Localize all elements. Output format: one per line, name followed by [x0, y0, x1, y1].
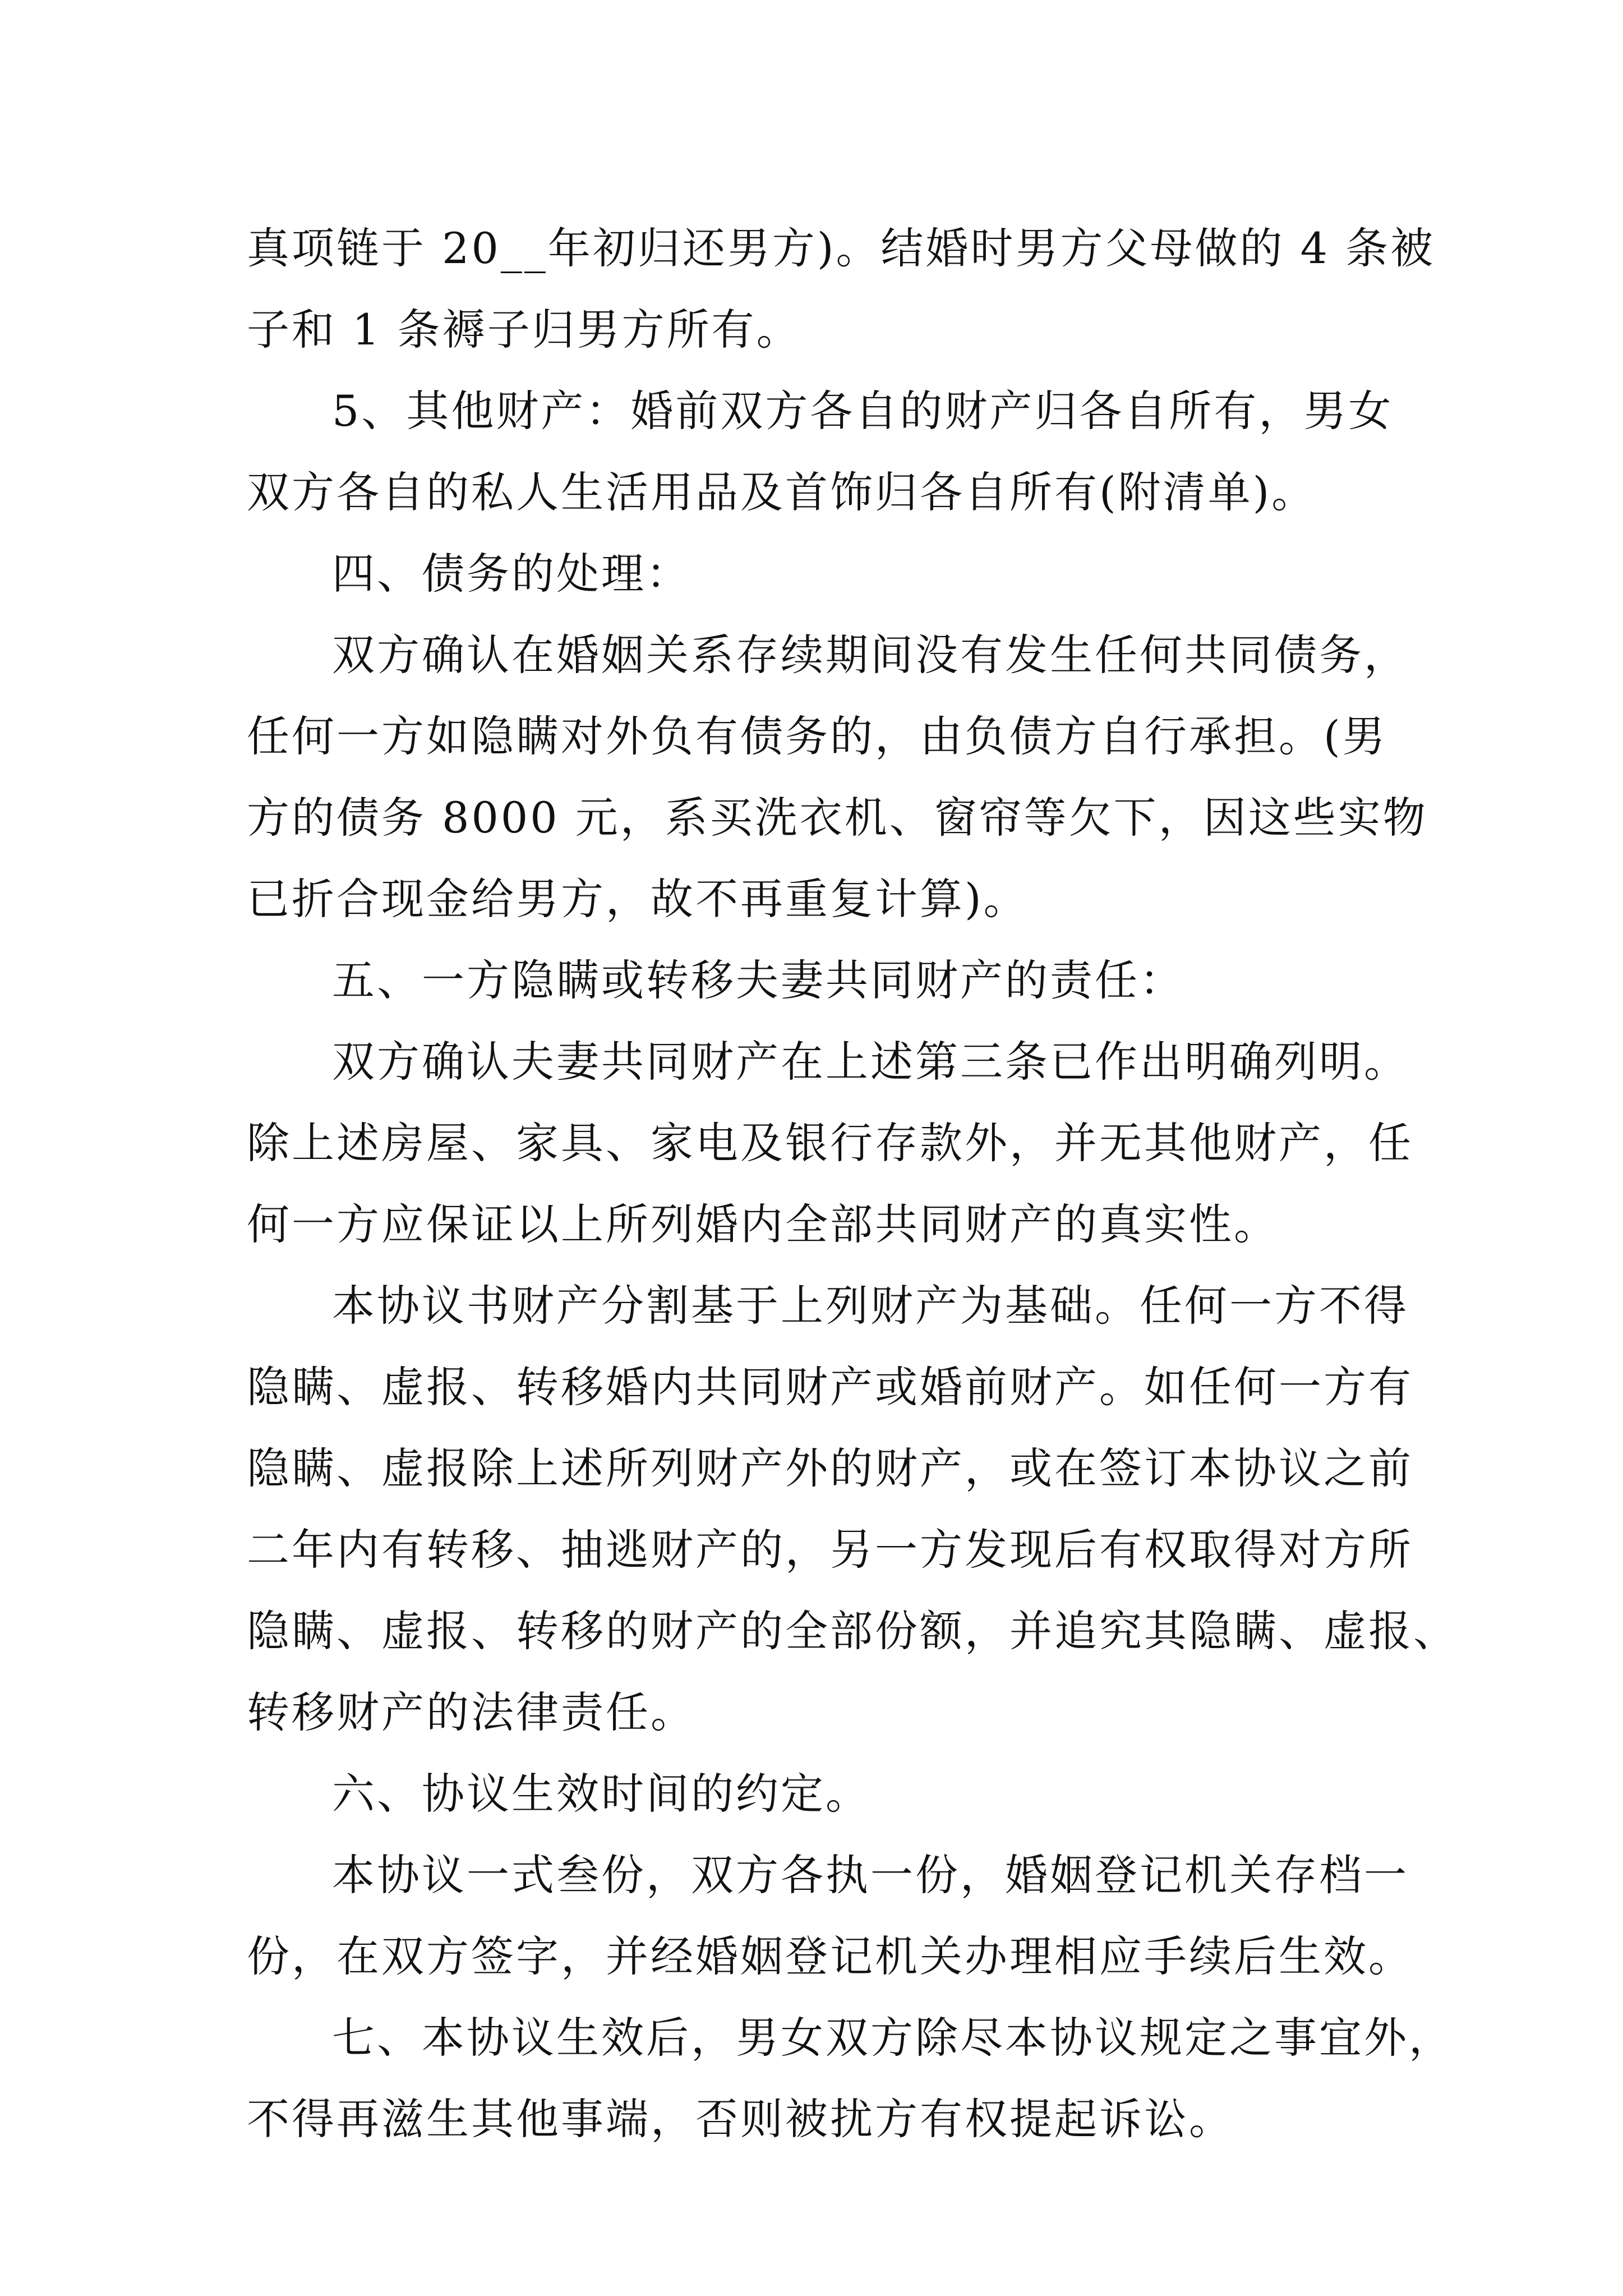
text-line: 七、本协议生效后，男女双方除尽本协议规定之事宜外，	[332, 2013, 1454, 2063]
text-line: 本协议一式叁份，双方各执一份，婚姻登记机关存档一	[332, 1850, 1409, 1900]
text-line: 份，在双方签字，并经婚姻登记机关办理相应手续后生效。	[247, 1931, 1413, 1981]
text-line: 五、一方隐瞒或转移夫妻共同财产的责任：	[332, 955, 1184, 1005]
paragraph-copies	[247, 1834, 1413, 1997]
text-line: 隐瞒、虚报、转移婚内共同财产或婚前财产。如任何一方有	[247, 1362, 1413, 1412]
document-body	[247, 208, 1458, 2160]
text-line: 除上述房屋、家具、家电及银行存款外，并无其他财产，任	[247, 1118, 1413, 1168]
paragraph-division-basis	[247, 1265, 1458, 1753]
text-line: 何一方应保证以上所列婚内全部共同财产的真实性。	[247, 1199, 1279, 1249]
section-heading-seven	[247, 1997, 1454, 2160]
paragraph-debt-confirmation	[247, 614, 1428, 940]
paragraph-property-confirmation	[247, 1021, 1413, 1265]
section-heading-concealment	[247, 940, 1391, 1021]
text-line: 不得再滋生其他事端，否则被扰方有权提起诉讼。	[247, 2094, 1234, 2144]
text-line: 双方各自的私人生活用品及首饰归各自所有(附清单)。	[247, 467, 1317, 517]
text-line: 真项链于 20__年初归还男方)。结婚时男方父母做的 4 条被	[247, 223, 1436, 273]
text-line: 双方确认夫妻共同财产在上述第三条已作出明确列明。	[332, 1037, 1409, 1087]
text-line: 转移财产的法律责任。	[247, 1687, 695, 1737]
paragraph-other-property	[247, 370, 1394, 533]
text-line: 本协议书财产分割基于上列财产为基础。任何一方不得	[332, 1281, 1409, 1331]
section-heading-effective-time	[247, 1753, 1391, 1834]
text-line: 隐瞒、虚报、转移的财产的全部份额，并追究其隐瞒、虚报、	[247, 1606, 1458, 1656]
text-line: 隐瞒、虚报除上述所列财产外的财产，或在签订本协议之前	[247, 1443, 1413, 1493]
text-line: 四、债务的处理：	[332, 549, 691, 599]
section-heading-debts	[247, 533, 1391, 614]
text-line: 方的债务 8000 元，系买洗衣机、窗帘等欠下，因这些实物	[247, 793, 1428, 843]
paragraph-item4-continuation	[247, 208, 1436, 370]
text-line: 二年内有转移、抽逃财产的，另一方发现后有权取得对方所	[247, 1525, 1413, 1575]
text-line: 5、其他财产：婚前双方各自的财产归各自所有，男女	[332, 386, 1394, 436]
text-line: 子和 1 条褥子归男方所有。	[247, 305, 801, 355]
text-line: 任何一方如隐瞒对外负有债务的，由负债方自行承担。(男	[247, 711, 1387, 761]
text-line: 已折合现金给男方，故不再重复计算)。	[247, 874, 1029, 924]
text-line: 六、协议生效时间的约定。	[332, 1769, 870, 1819]
text-line: 双方确认在婚姻关系存续期间没有发生任何共同债务，	[332, 630, 1409, 680]
